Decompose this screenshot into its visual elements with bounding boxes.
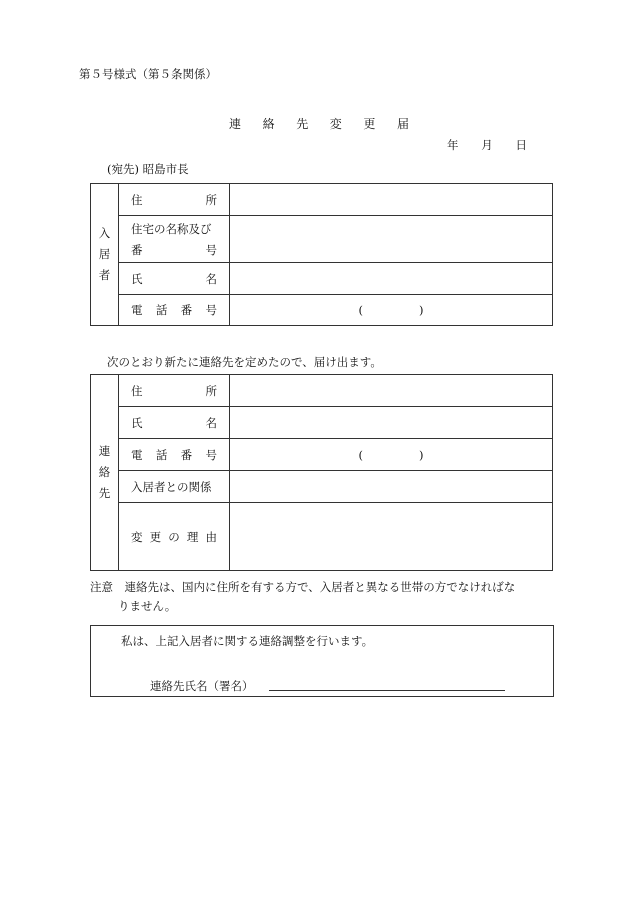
contact-table [90, 374, 553, 571]
contact-reason-input[interactable] [230, 503, 553, 571]
signature-label: 連絡先氏名（署名） [150, 679, 254, 693]
pledge-box [90, 625, 554, 697]
contact-side-label [91, 375, 119, 571]
notice-line: 注意 連絡先は、国内に住所を有する方で、入居者と異なる世帯の方でなければな [90, 580, 516, 594]
title-char: 絡 [262, 117, 275, 131]
resident-address-label: 住 所 [119, 184, 230, 216]
title-char: 更 [363, 117, 376, 131]
contact-relation-input[interactable] [230, 471, 553, 503]
resident-phone-label: 電 話 番 号 [119, 295, 230, 326]
contact-name-input[interactable] [230, 407, 553, 439]
addressee: (宛先) 昭島市長 [107, 162, 189, 176]
title-char: 先 [296, 117, 309, 131]
contact-address-input[interactable] [230, 375, 553, 407]
resident-side-char: 者 [98, 268, 111, 282]
resident-phone-input[interactable]: ( ) [230, 295, 553, 326]
title-char: 連 [229, 117, 242, 131]
date-day-label: 日 [515, 138, 527, 152]
resident-address-input[interactable] [230, 184, 553, 216]
date-year-label: 年 [447, 138, 459, 152]
date-field[interactable] [447, 137, 527, 153]
resident-table [90, 183, 553, 326]
contact-side-char: 絡 [98, 465, 111, 479]
signature-line[interactable] [269, 690, 505, 691]
pledge-text: 私は、上記入居者に関する連絡調整を行います。 [121, 634, 374, 648]
resident-housing-label: 住宅の名称及び 番 号 [119, 216, 230, 263]
notice-line: りません。 [118, 599, 177, 613]
date-month-label: 月 [481, 138, 493, 152]
contact-name-label: 氏 名 [119, 407, 230, 439]
resident-side-char: 入 [98, 226, 111, 240]
title-char: 届 [396, 117, 409, 131]
form-title [229, 115, 409, 132]
resident-housing-input[interactable] [230, 216, 553, 263]
contact-address-label: 住 所 [119, 375, 230, 407]
intro-text: 次のとおり新たに連絡先を定めたので、届け出ます。 [107, 355, 382, 369]
resident-name-input[interactable] [230, 263, 553, 295]
contact-phone-input[interactable]: ( ) [230, 439, 553, 471]
form-number: 第５号様式（第５条関係） [79, 67, 217, 81]
resident-name-label: 氏 名 [119, 263, 230, 295]
contact-relation-label: 入居者との関係 [119, 471, 230, 503]
notice [90, 578, 558, 616]
contact-reason-label: 変 更 の 理 由 [119, 503, 230, 571]
contact-side-char: 先 [98, 486, 111, 500]
contact-phone-label: 電 話 番 号 [119, 439, 230, 471]
resident-side-label [91, 184, 119, 326]
resident-side-char: 居 [98, 247, 111, 261]
contact-side-char: 連 [98, 444, 111, 458]
title-char: 変 [329, 117, 342, 131]
